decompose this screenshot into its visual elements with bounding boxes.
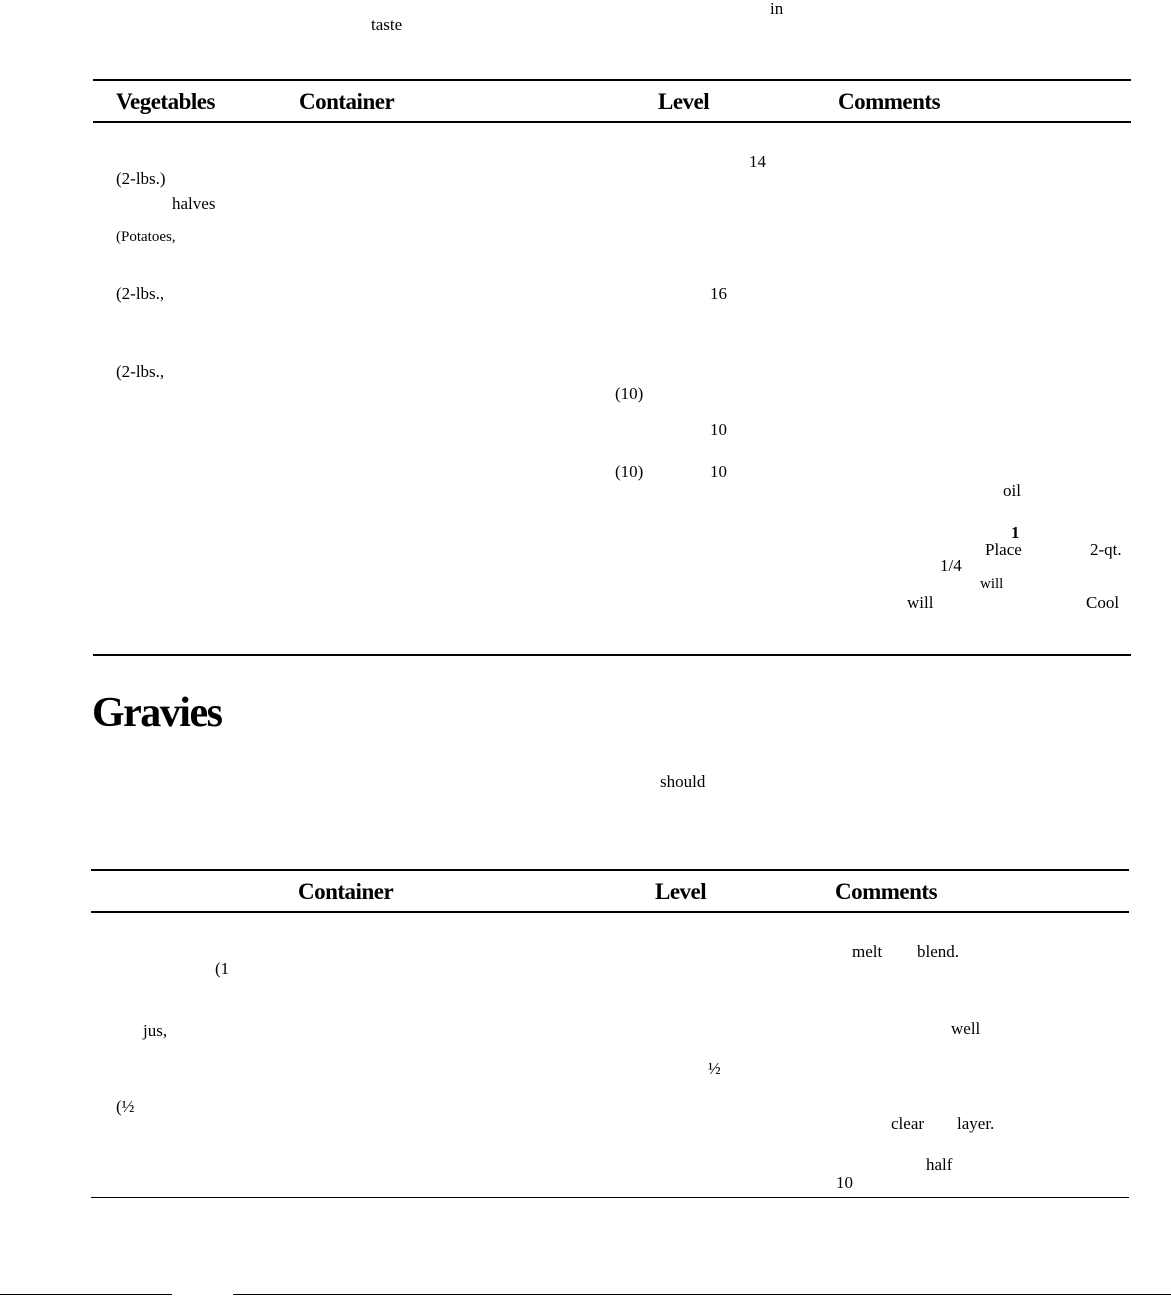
top-fragment-taste: taste [371,15,403,34]
veg-table-header-rule [93,121,1131,123]
gravies-intro-fragment: should [660,772,706,791]
veg-comments-fragment: will [980,576,1004,592]
veg-header-level: Level [658,89,710,114]
veg-comments-fragment: 2-qt. [1090,540,1122,559]
veg-level-fragment: 14 [749,152,766,171]
veg-header-vegetables: Vegetables [116,89,215,114]
veg-comments-fragment: will [907,593,934,612]
veg-level-fragment: (10) [615,384,644,403]
veg-comments-fragment: oil [1003,481,1021,500]
gravies-level-fragment: 10 [836,1173,853,1192]
gravies-col1-fragment: (½ [116,1097,135,1116]
gravies-col1-fragment: (1 [215,959,230,978]
veg-table-top-rule [93,79,1131,81]
gravies-comments-fragment: blend. [917,942,960,961]
footer-rule-right [233,1294,1171,1295]
gravies-header-container: Container [298,879,394,904]
veg-level-fragment: 10 [710,462,727,481]
gravies-col1-fragment: jus, [143,1021,168,1040]
gravies-comments-fragment: well [951,1019,981,1038]
veg-level-fragment: (10) [615,462,644,481]
gravies-comments-fragment: melt [852,942,883,961]
veg-level-fragment: 10 [710,420,727,439]
veg-comments-fragment: 1 [1011,523,1020,542]
veg-header-comments: Comments [838,89,941,114]
veg-col1-fragment: (Potatoes, [116,229,176,245]
veg-col1-fragment: (2-lbs., [116,362,165,381]
veg-header-container: Container [299,89,395,114]
gravies-level-fragment: ½ [708,1059,721,1078]
gravies-title: Gravies [92,690,222,736]
top-fragment-in: in [770,0,784,18]
gravies-comments-fragment: layer. [957,1114,995,1133]
gravies-comments-fragment: clear [891,1114,925,1133]
gravies-table-top-rule [91,869,1129,871]
veg-level-fragment: 16 [710,284,727,303]
footer-rule-left [0,1294,172,1295]
gravies-header-level: Level [655,879,707,904]
veg-col1-fragment: (2-lbs., [116,284,165,303]
gravies-table-bottom-rule [91,1197,1129,1198]
gravies-table-header-rule [91,911,1129,913]
gravies-comments-fragment: half [926,1155,953,1174]
veg-col1-fragment: (2-lbs.) [116,169,166,188]
veg-comments-fragment: Cool [1086,593,1120,612]
veg-comments-fragment: 1/4 [940,556,962,575]
gravies-header-comments: Comments [835,879,938,904]
veg-col1-fragment: halves [172,194,216,213]
veg-table-bottom-rule [93,654,1131,656]
veg-comments-fragment: Place [985,540,1022,559]
